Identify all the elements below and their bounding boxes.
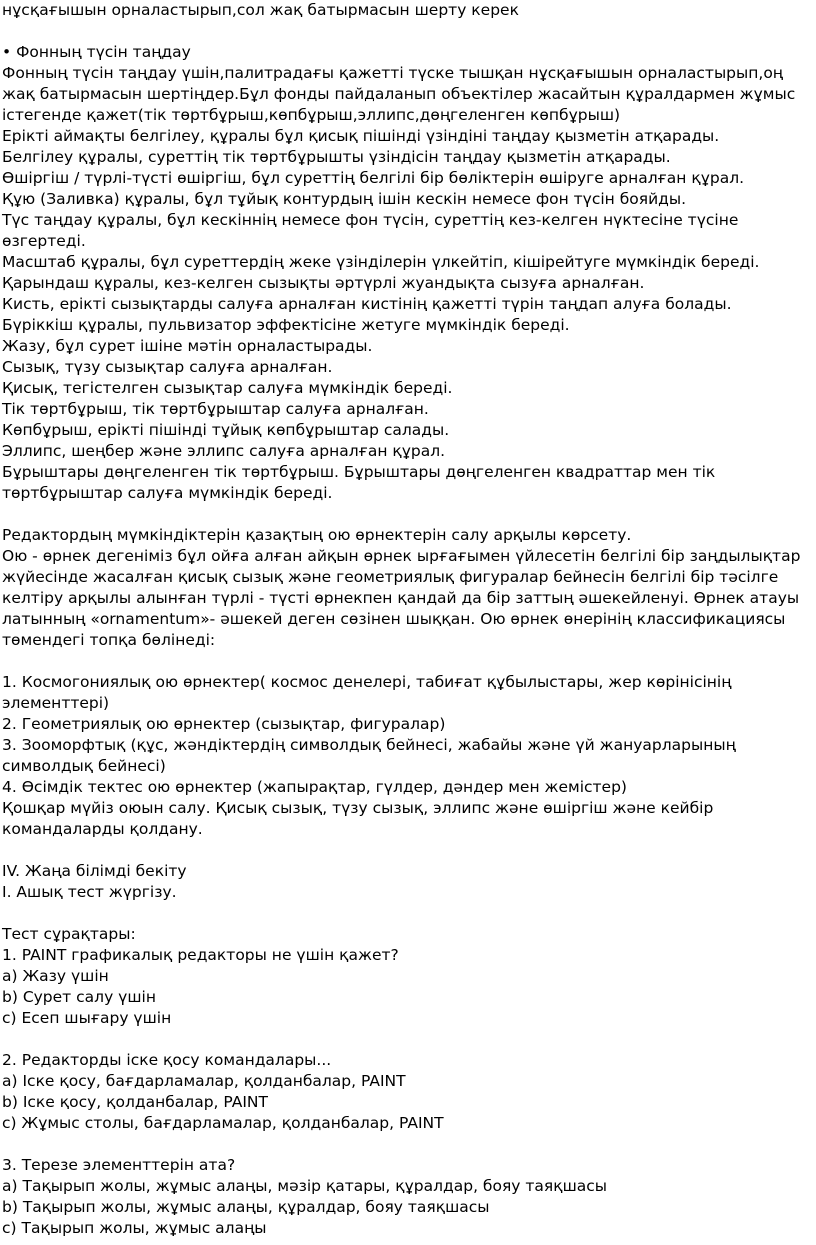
test-question [2,945,816,1029]
paragraph-line: Бүріккіш құралы, пульвизатор эффектісіне жетуге мүмкіндік береді. [2,316,570,334]
paragraph-line: Сызық, түзу сызықтар салуға арналған. [2,358,333,376]
paragraph-line: латынның «ornamentum»- әшекей деген сөзінен шыққан. Ою өрнек өнерінің классификациясы [2,610,786,628]
intro-line: нұсқағышын орналастырып,сол жақ батырмасын шерту керек [2,1,519,19]
spacer [2,504,816,525]
paragraph-line: келтіру арқылы алынған түрлі - түсті өрнекпен қандай да бір заттың әшекейленуі. Өрнек атауы [2,589,800,607]
answer-option: b) Сурет салу үшін [2,988,156,1006]
paragraph-line: Тік төртбұрыш, тік төртбұрыштар салуға арналған. [2,400,429,418]
test-question [2,1155,816,1239]
answer-option: c) Тақырып жолы, жұмыс алаңы [2,1219,267,1237]
paragraph-line: жақ батырмасын шертіңдер.Бұл фонды пайдаланып объектілер жасайтын құралдармен жұмыс [2,85,796,103]
section-heading: IV. Жаңа білімді бекіту [2,862,187,880]
paragraph-line: Ерікті аймақты белгілеу, құралы бұл қисық пішінді үзіндіні таңдау қызметін атқарады. [2,127,720,145]
spacer [2,21,816,42]
answer-option: a) Тақырып жолы, жұмыс алаңы, мәзір қатары, құралдар, бояу таяқшасы [2,1177,608,1195]
answer-option: c) Жұмыс столы, бағдарламалар, қолданбалар, PAINT [2,1114,444,1132]
answer-option: c) Есеп шығару үшін [2,1009,172,1027]
list-item: 1. Космогониялық ою өрнектер( космос денелері, табиғат құбылыстары, жер көрінісінің [2,673,732,691]
paragraph-line: жүйесінде жасалған қисық сызық және геометриялық фигуралар бейнесін белгілі бір тәсілге [2,568,779,586]
paragraph-line: төмендегі топқа бөлінеді: [2,631,216,649]
test-question [2,1050,816,1134]
paragraph-line: Қошқар мүйіз оюын салу. Қисық сызық, түзу сызық, эллипс және өшіргіш және кейбір [2,799,714,817]
paragraph-line: төртбұрыштар салуға мүмкіндік береді. [2,484,333,502]
answer-option: a) Жазу үшін [2,967,109,985]
paragraph-line: Жазу, бұл сурет ішіне мәтін орналастырады. [2,337,373,355]
paragraph-line: Ою - өрнек дегеніміз бұл ойға алған айқын өрнек ырғағымен үйлесетін белгілі бір заңдылықтар [2,547,801,565]
paragraph-line: командаларды қолдану. [2,820,203,838]
section-bullet-heading: • Фонның түсін таңдау [2,43,191,61]
classification-list [2,672,816,840]
answer-option: b) Іске қосу, қолданбалар, PAINT [2,1093,268,1111]
paragraph-line: Қисық, тегістелген сызықтар салуға мүмкіндік береді. [2,379,453,397]
list-item: 2. Геометриялық ою өрнектер (сызықтар, фигуралар) [2,715,446,733]
paragraph-line: Өшіргіш / түрлі-түсті өшіргіш, бұл суреттің белгілі бір бөліктерін өшіруге арналған құрал. [2,169,745,187]
spacer [2,1134,816,1155]
list-item: символдық бейнесі) [2,757,166,775]
list-item: элементтері) [2,694,110,712]
paragraph-line: Түс таңдау құралы, бұл кескіннің немесе фон түсін, суреттің кез-келген нүктесіне түсіне [2,211,739,229]
paragraph-line: өзгертеді. [2,232,86,250]
paragraph-line: Фонның түсін таңдау үшін,палитрадағы қажетті түске тышқан нұсқағышын орналастырып,оң [2,64,784,82]
paragraph-line: Кисть, ерікті сызықтарды салуға арналған кистінің қажетті түрін таңдап алуға болады. [2,295,732,313]
spacer [2,1029,816,1050]
test-section [2,924,816,1239]
ornament-section [2,525,816,651]
list-item: 3. Зооморфтық (құс, жәндіктердің символдық бейнесі, жабайы және үй жануарларының [2,736,736,754]
background-section [2,42,816,504]
section-subheading: I. Ашық тест жүргізу. [2,883,177,901]
consolidation-section [2,861,816,903]
answer-option: b) Тақырып жолы, жұмыс алаңы, құралдар, бояу таяқшасы [2,1198,490,1216]
paragraph-line: Бұрыштары дөңгеленген тік төртбұрыш. Бұрыштары дөңгеленген квадраттар мен тік [2,463,716,481]
paragraph-line: Көпбұрыш, ерікті пішінді тұйық көпбұрыштар салады. [2,421,450,439]
paragraph-line: Құю (Заливка) құралы, бұл тұйық контурдың ішін кескін немесе фон түсін бояйды. [2,190,687,208]
list-item: 4. Өсімдік тектес ою өрнектер (жапырақтар, гүлдер, дәндер мен жемістер) [2,778,627,796]
paragraph-line: Редактордың мүмкіндіктерін қазақтың ою өрнектерін салу арқылы көрсету. [2,526,632,544]
paragraph-line: Қарындаш құралы, кез-келген сызықты әртүрлі жуандықта сызуға арналған. [2,274,645,292]
spacer [2,840,816,861]
answer-option: а) Іске қосу, бағдарламалар, қолданбалар, PAINT [2,1072,406,1090]
paragraph-line: Эллипс, шеңбер және эллипс салуға арналған құрал. [2,442,446,460]
question-text: 1. PAINT графикалық редакторы не үшін қажет? [2,946,399,964]
spacer [2,651,816,672]
question-text: 3. Терезе элементтерін ата? [2,1156,236,1174]
question-text: 2. Редакторды іске қосу командалары... [2,1051,332,1069]
paragraph-line: Масштаб құралы, бұл суреттердің жеке үзінділерін үлкейтіп, кішірейтуге мүмкіндік береді. [2,253,760,271]
paragraph-line: істегенде қажет(тік төртбұрыш,көпбұрыш,эллипс,дөңгеленген көпбұрыш) [2,106,621,124]
spacer [2,903,816,924]
paragraph-line: Белгілеу құралы, суреттің тік төртбұрышты үзіндісін таңдау қызметін атқарады. [2,148,671,166]
test-title: Тест сұрақтары: [2,925,136,943]
